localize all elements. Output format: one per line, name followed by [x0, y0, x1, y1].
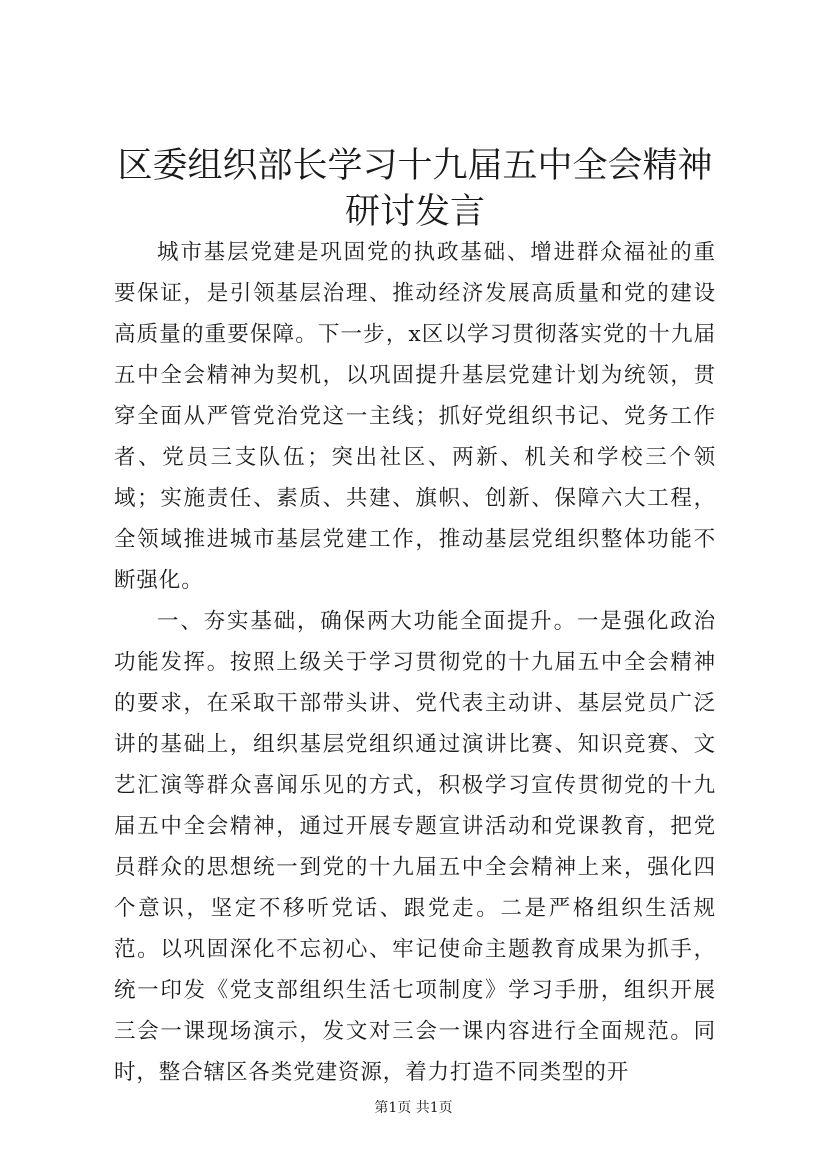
document-title: 区委组织部长学习十九届五中全会精神研讨发言 — [117, 146, 713, 232]
paragraph-section-one: 一、夯实基础，确保两大功能全面提升。一是强化政治功能发挥。按照上级关于学习贯彻党的十九届五中全会精神的要求，在采取干部带头讲、党代表主动讲、基层党员广泛讲的基础上，组织基层党组织通过演讲比赛、知识竞赛、文艺汇演等群众喜闻乐见的方式，积极学习宣传贯彻党的十九届五中全会精神，通过开展专题宣讲活动和党课教育，把党员群众的思想统一到党的十九届五中全会精神上来，强化四个意识，坚定不移听党话、跟党走。二是严格组织生活规范。以巩固深化不忘初心、牢记使命主题教育成果为抓手，统一印发《党支部组织生活七项制度》学习手册，组织开展三会一课现场演示，发文对三会一课内容进行全面规范。同时，整合辖区各类党建资源，着力打造不同类型的开 — [114, 609, 716, 1085]
document-body — [114, 232, 716, 1093]
paragraph-intro: 城市基层党建是巩固党的执政基础、增进群众福祉的重要保证，是引领基层治理、推动经济发展高质量和党的建设高质量的重要保障。下一步，x区以学习贯彻落实党的十九届五中全会精神为契机，以巩固提升基层党建计划为统领，贯穿全面从严管党治党这一主线；抓好党组织书记、党务工作者、党员三支队伍；突出社区、两新、机关和学校三个领域；实施责任、素质、共建、旗帜、创新、保障六大工程，全领域推进城市基层党建工作，推动基层党组织整体功能不断强化。 — [114, 240, 716, 593]
page-number-footer: 第1页 共1页 — [374, 1100, 453, 1116]
